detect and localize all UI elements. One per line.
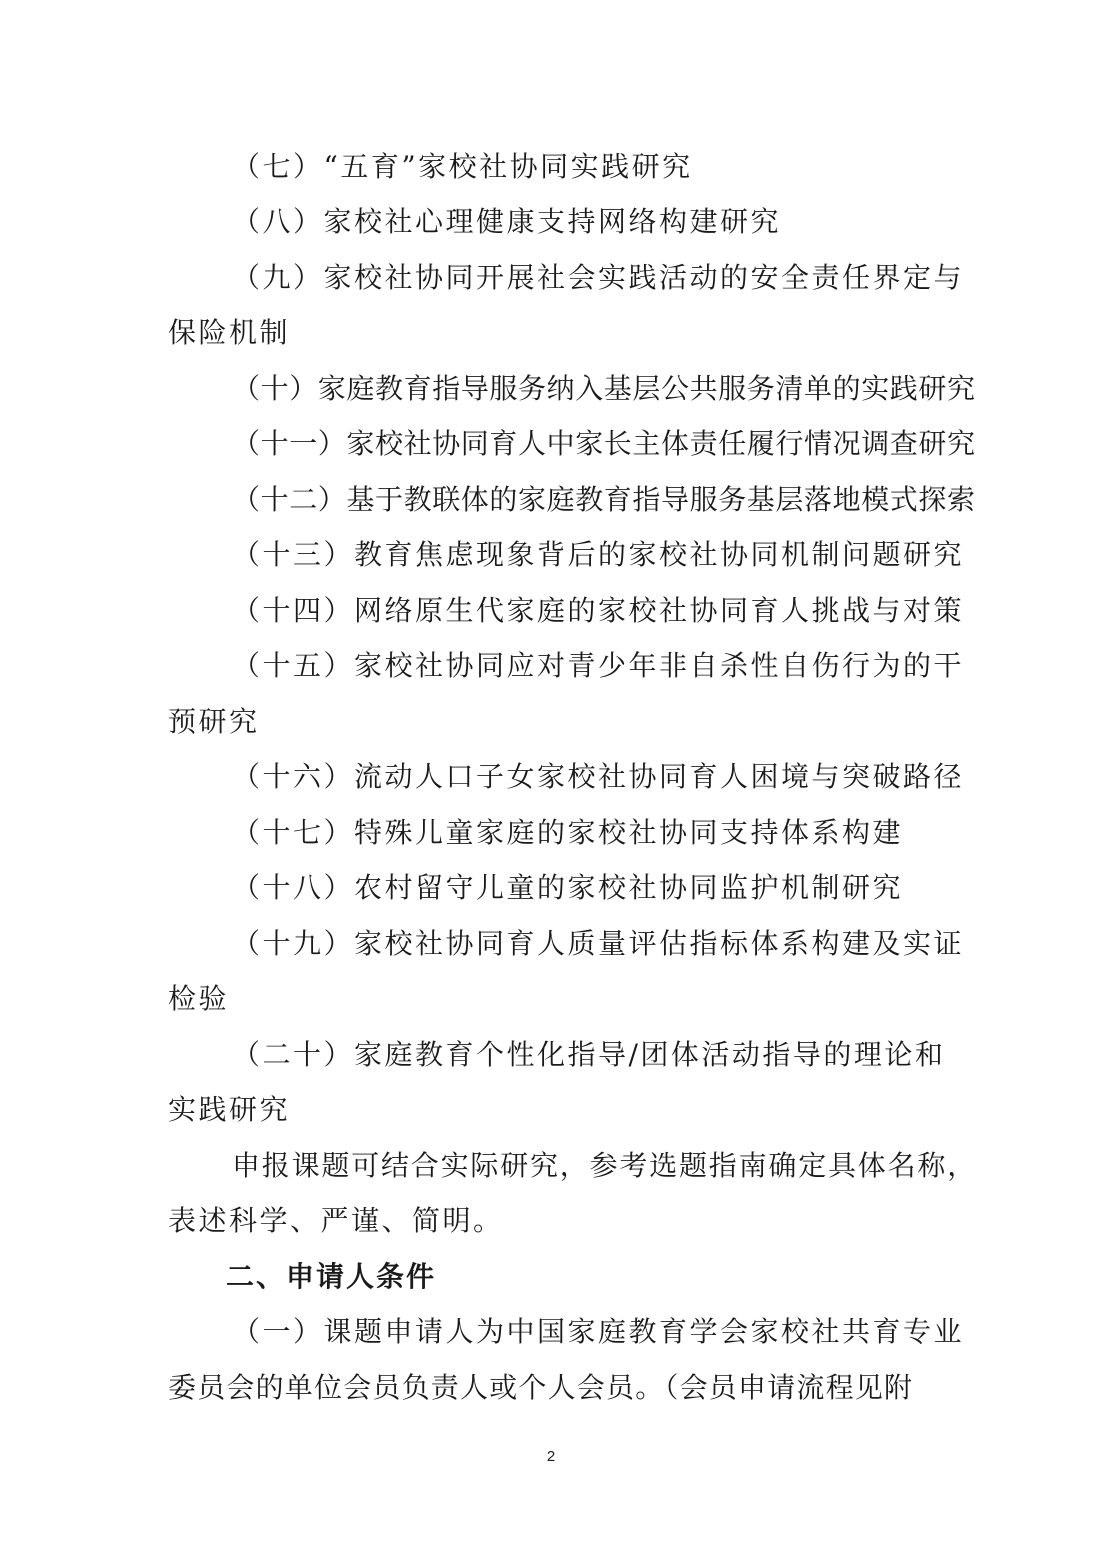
topic-16-line-1: （十六）流动人口子女家校社协同育人困境与突破路径 [232, 760, 965, 793]
note-line-2: 表述科学、严谨、简明。 [168, 1204, 504, 1237]
section-heading-text: 二、申请人条件 [226, 1260, 437, 1293]
topic-20-line-1: （二十）家庭教育个性化指导/团体活动指导的理论和 [232, 1038, 946, 1071]
topic-12-line-1: （十二）基于教联体的家庭教育指导服务基层落地模式探索 [232, 483, 976, 516]
topic-9-line-1: （九）家校社协同开展社会实践活动的安全责任界定与 [232, 261, 965, 294]
topic-15 [0, 646, 1102, 686]
topic-10-line-1: （十）家庭教育指导服务纳入基层公共服务清单的实践研究 [232, 372, 976, 405]
topic-19-line-1: （十九）家校社协同育人质量评估指标体系构建及实证 [232, 927, 965, 960]
note-line-1: 申报课题可结合实际研究，参考选题指南确定具体名称， [232, 1149, 978, 1182]
topic-18-line-1: （十八）农村留守儿童的家校社协同监护机制研究 [232, 871, 904, 904]
topic-8 [0, 202, 1102, 242]
condition-1-cont [0, 1368, 1102, 1408]
topic-17-line-1: （十七）特殊儿童家庭的家校社协同支持体系构建 [232, 816, 904, 849]
topic-10 [0, 369, 1102, 409]
topic-14 [0, 591, 1102, 631]
topic-20-cont [0, 1090, 1102, 1130]
topic-16 [0, 757, 1102, 797]
topic-15-line-1: （十五）家校社协同应对青少年非自杀性自伤行为的干 [232, 649, 965, 682]
topic-19 [0, 924, 1102, 964]
topic-14-line-1: （十四）网络原生代家庭的家校社协同育人挑战与对策 [232, 594, 965, 627]
topic-13-line-1: （十三）教育焦虑现象背后的家校社协同机制问题研究 [232, 538, 965, 571]
condition-1-line-1: （一）课题申请人为中国家庭教育学会家校社共育专业 [232, 1315, 965, 1348]
topic-13 [0, 535, 1102, 575]
topic-19-line-2: 检验 [168, 982, 230, 1015]
topic-9-cont [0, 313, 1102, 353]
condition-1 [0, 1312, 1102, 1352]
topic-12 [0, 480, 1102, 520]
page-number: 2 [546, 1448, 556, 1465]
topic-9 [0, 258, 1102, 298]
topic-11-line-1: （十一）家校社协同育人中家长主体责任履行情况调查研究 [232, 427, 976, 460]
section-heading [0, 1257, 1102, 1297]
topic-15-line-2: 预研究 [168, 705, 260, 738]
topic-7-line-1: （七）“五育”家校社协同实践研究 [232, 150, 693, 183]
topic-8-line-1: （八）家校社心理健康支持网络构建研究 [232, 205, 782, 238]
topic-15-cont [0, 702, 1102, 742]
topic-20-line-2: 实践研究 [168, 1093, 291, 1126]
note-paragraph [0, 1146, 1102, 1186]
note-paragraph-cont [0, 1201, 1102, 1241]
condition-1-line-2: 委员会的单位会员负责人或个人会员。（会员申请流程见附 [168, 1371, 914, 1404]
topic-11 [0, 424, 1102, 464]
topic-7 [0, 147, 1102, 187]
topic-18 [0, 868, 1102, 908]
topic-9-line-2: 保险机制 [168, 316, 291, 349]
topic-19-cont [0, 979, 1102, 1019]
topic-17 [0, 813, 1102, 853]
topic-20 [0, 1035, 1102, 1075]
